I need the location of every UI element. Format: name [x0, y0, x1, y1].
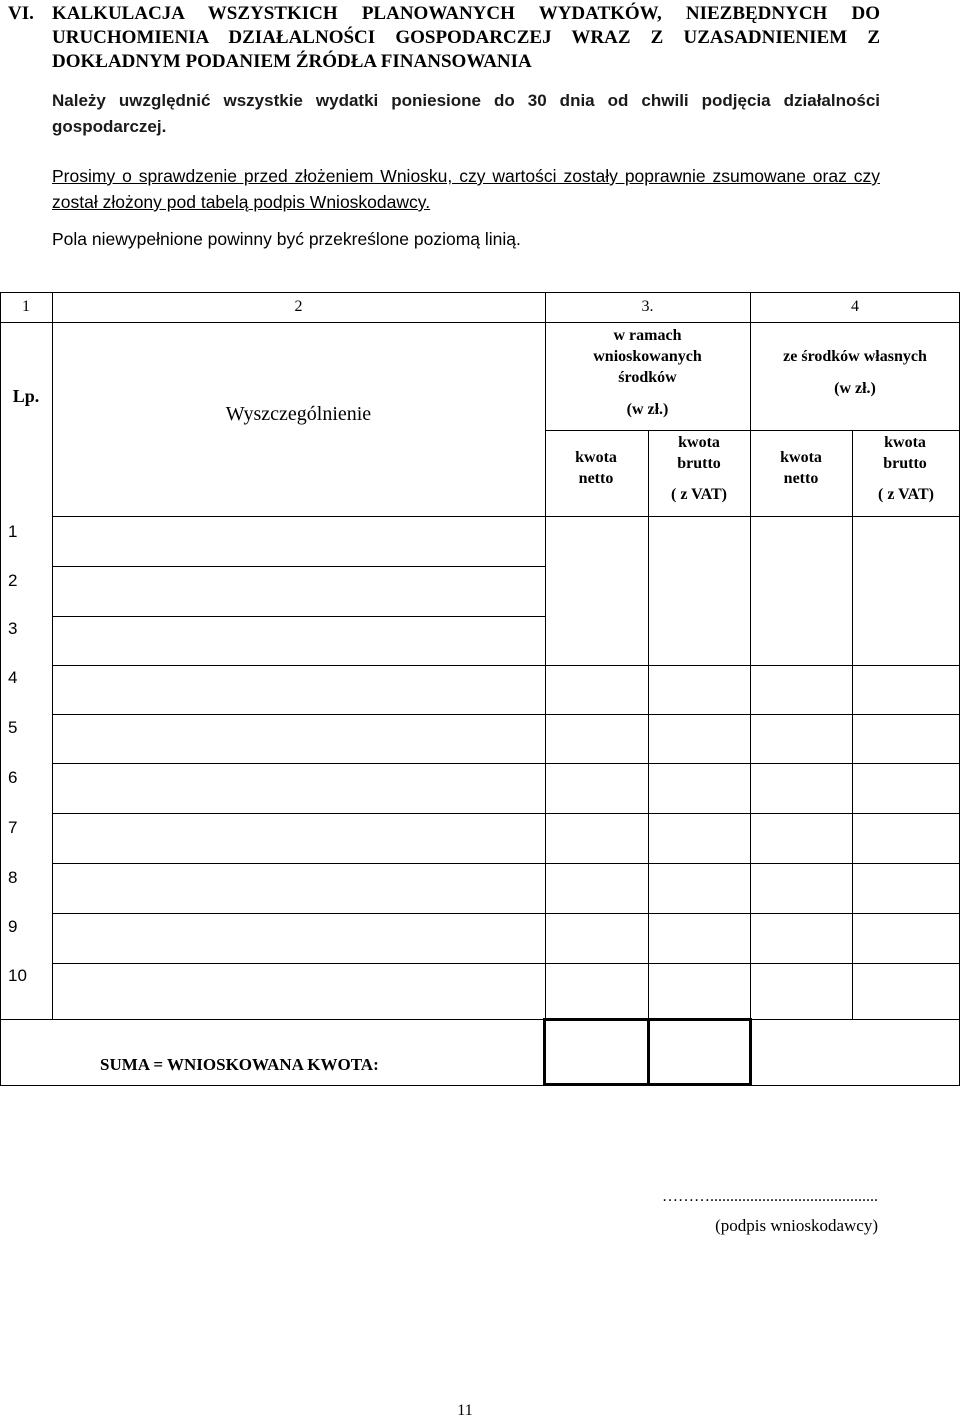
table-border-top	[0, 292, 960, 293]
header-own-unit: (w zł.)	[834, 380, 876, 397]
instruction-empty-fields: Pola niewypełnione powinny być przekreślone poziomą linią.	[52, 229, 521, 249]
header-lp: Lp.	[12, 386, 40, 406]
col-divider-lp	[52, 292, 53, 1020]
page-number: 11	[457, 1402, 473, 1419]
header-requested-gross: kwota brutto	[677, 434, 721, 472]
sum-box-right	[749, 1018, 752, 1086]
col-number-2: 2	[294, 298, 303, 315]
header-requested-gross-note: ( z VAT)	[671, 486, 727, 503]
header-own-gross-note: ( z VAT)	[878, 486, 934, 503]
row-number: 7	[8, 818, 18, 837]
sum-label: SUMA = WNIOSKOWANA KWOTA:	[100, 1055, 379, 1074]
section-number: VI.	[8, 3, 34, 24]
row-number: 5	[8, 718, 18, 737]
table-border-bottom	[0, 1085, 960, 1086]
row-number: 2	[8, 571, 18, 590]
header-own-gross: kwota brutto	[883, 434, 927, 472]
row-number: 9	[8, 917, 18, 936]
header-own-title: ze środków własnych	[783, 348, 927, 365]
row-number: 3	[8, 619, 18, 638]
signature-line: ………..........................................	[662, 1188, 878, 1205]
row-divider-7	[52, 863, 960, 864]
instruction-check: Prosimy o sprawdzenie przed złożeniem Wniosku, czy wartości zostały poprawnie zsumowane oraz czy został złożony pod tabelą podpis Wnioskodawcy.	[52, 166, 880, 212]
header-own-net: kwota netto	[780, 449, 822, 487]
row-number: 1	[8, 522, 18, 541]
expenses-table	[0, 292, 960, 1087]
subheader-divider	[545, 430, 960, 431]
col-number-3: 3.	[641, 298, 654, 315]
sum-box-middle	[647, 1018, 650, 1086]
col-divider-requested-net	[648, 430, 649, 1086]
row-number: 8	[8, 868, 18, 887]
row-number: 4	[8, 668, 18, 687]
header-description: Wyszczególnienie	[225, 403, 372, 425]
row-divider-4	[52, 714, 960, 715]
row-divider-6	[52, 813, 960, 814]
section-title	[8, 2, 880, 74]
instruction-expenses: Należy uwzględnić wszystkie wydatki poniesione do 30 dnia od chwili podjęcia działalności gospodarczej.	[52, 91, 880, 136]
row-divider-1	[52, 566, 545, 567]
col-number-1: 1	[22, 298, 30, 315]
header-requested-title: w ramach wnioskowanych środków	[593, 327, 702, 386]
row-divider-2	[52, 616, 545, 617]
row-divider-5	[52, 763, 960, 764]
table-border-left	[0, 292, 1, 1086]
row-divider-8	[52, 913, 960, 914]
header-numbers-divider	[0, 322, 960, 323]
row-number: 10	[8, 966, 27, 985]
col-number-4: 4	[851, 298, 859, 315]
row-divider-9	[52, 963, 960, 964]
signature-label: (podpis wnioskodawcy)	[715, 1216, 878, 1235]
section-title-text: KALKULACJA WSZYSTKICH PLANOWANYCH WYDATKÓW, NIEZBĘDNYCH DO URUCHOMIENIA DZIAŁALNOŚCI GOSPODARCZEJ WRAZ Z UZASADNIENIEM Z DOKŁADNYM PODANIEM ŹRÓDŁA FINANSOWANIA	[52, 3, 880, 72]
row-number: 6	[8, 768, 18, 787]
header-requested-net: kwota netto	[575, 449, 617, 487]
col-divider-own-net	[852, 430, 853, 1020]
sum-row-top	[0, 1019, 960, 1020]
sum-box-left	[543, 1018, 546, 1086]
header-requested-unit: (w zł.)	[626, 401, 669, 418]
header-bottom-divider	[52, 516, 960, 517]
row-divider-3	[52, 665, 960, 666]
col-divider-requested	[750, 292, 751, 1086]
